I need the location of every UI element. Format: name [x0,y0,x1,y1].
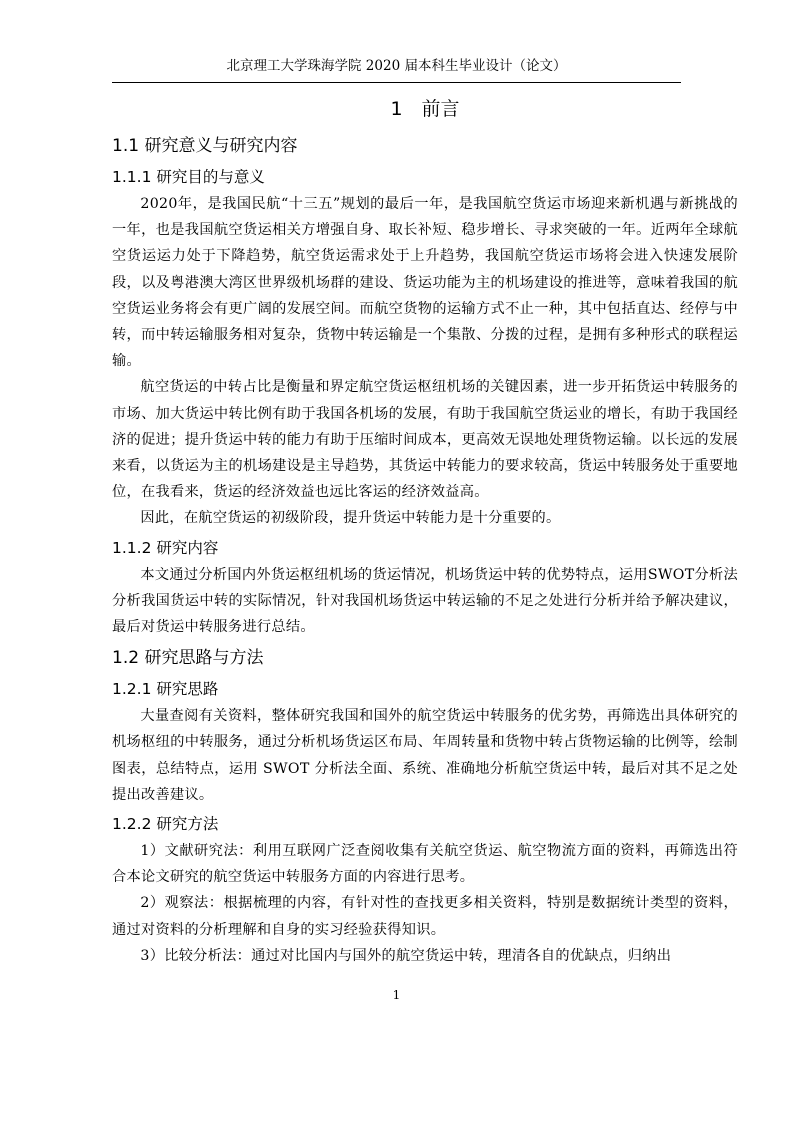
subsection-heading: 1.2.1 研究思路 [112,680,219,699]
section-heading: 1.1 研究意义与研究内容 [112,136,298,156]
running-header: 北京理工大学珠海学院 2020 届本科生毕业设计（论文） [112,54,681,83]
body-paragraph: 2020年，是我国民航“十三五”规划的最后一年，是我国航空货运市场迎来新机遇与新挑战的一年，也是我国航空货运相关方增强自身、取长补短、稳步增长、寻求突破的一年。近两年全球航空货运运力处于下降趋势，航空货运需求处于上升趋势，我国航空货运市场将会进入快速发展阶段，以及粤港澳大湾区世界级机场群的建设、货运功能为主的机场建设的推进等，意味着我国的航空货运业务将会有更广阔的发展空间。而航空货物的运输方式不止一种，其中包括直达、经停与中转，而中转运输服务相对复杂，货物中转运输是一个集散、分拨的过程，是拥有多种形式的联程运输。 [112,196,738,370]
body-paragraph: 本文通过分析国内外货运枢纽机场的货运情况，机场货运中转的优势特点，运用SWOT分析法分析我国货运中转的实际情况，针对我国机场货运中转运输的不足之处进行分析并给予解决建议，最后对货运中转服务进行总结。 [112,566,738,636]
body-paragraph: 3）比较分析法：通过对比国内与国外的航空货运中转，理清各自的优缺点，归纳出 [140,947,672,964]
body-paragraph: 因此，在航空货运的初级阶段，提升货运中转能力是十分重要的。 [140,510,561,527]
chapter-title: 1 前言 [390,98,460,120]
page-number: 1 [392,988,401,1002]
body-paragraph: 1）文献研究法：利用互联网广泛查阅收集有关航空货运、航空物流方面的资料，再筛选出符合本论文研究的航空货运中转服务方面的内容进行思考。 [112,843,738,886]
subsection-heading: 1.1.1 研究目的与意义 [112,168,265,186]
body-paragraph: 大量查阅有关资料，整体研究我国和国外的航空货运中转服务的优劣势，再筛选出具体研究的机场枢纽的中转服务，通过分析机场货运区布局、年周转量和货物中转占货物运输的比例等，绘制图表，总结特点，运用 SWOT 分析法全面、系统、准确地分析航空货运中转，最后对其不足之处提出改善建议。 [112,708,738,803]
section-heading: 1.2 研究思路与方法 [112,648,264,669]
subsection-heading: 1.1.2 研究内容 [112,538,219,557]
page-body [112,90,738,969]
body-paragraph: 航空货运的中转占比是衡量和界定航空货运枢纽机场的关键因素，进一步开拓货运中转服务的市场、加大货运中转比例有助于我国各机场的发展，有助于我国航空货运业的增长，有助于我国经济的促进；提升货运中转的能力有助于压缩时间成本，更高效无误地处理货物运输。以长远的发展来看，以货运为主的机场建设是主导趋势，其货运中转能力的要求较高，货运中转服务处于重要地位，在我看来，货运的经济效益也远比客运的经济效益高。 [112,379,738,501]
subsection-heading: 1.2.2 研究方法 [112,815,219,834]
body-paragraph: 2）观察法：根据梳理的内容，有针对性的查找更多相关资料，特别是数据统计类型的资料，通过对资料的分析理解和自身的实习经验获得知识。 [112,895,738,938]
